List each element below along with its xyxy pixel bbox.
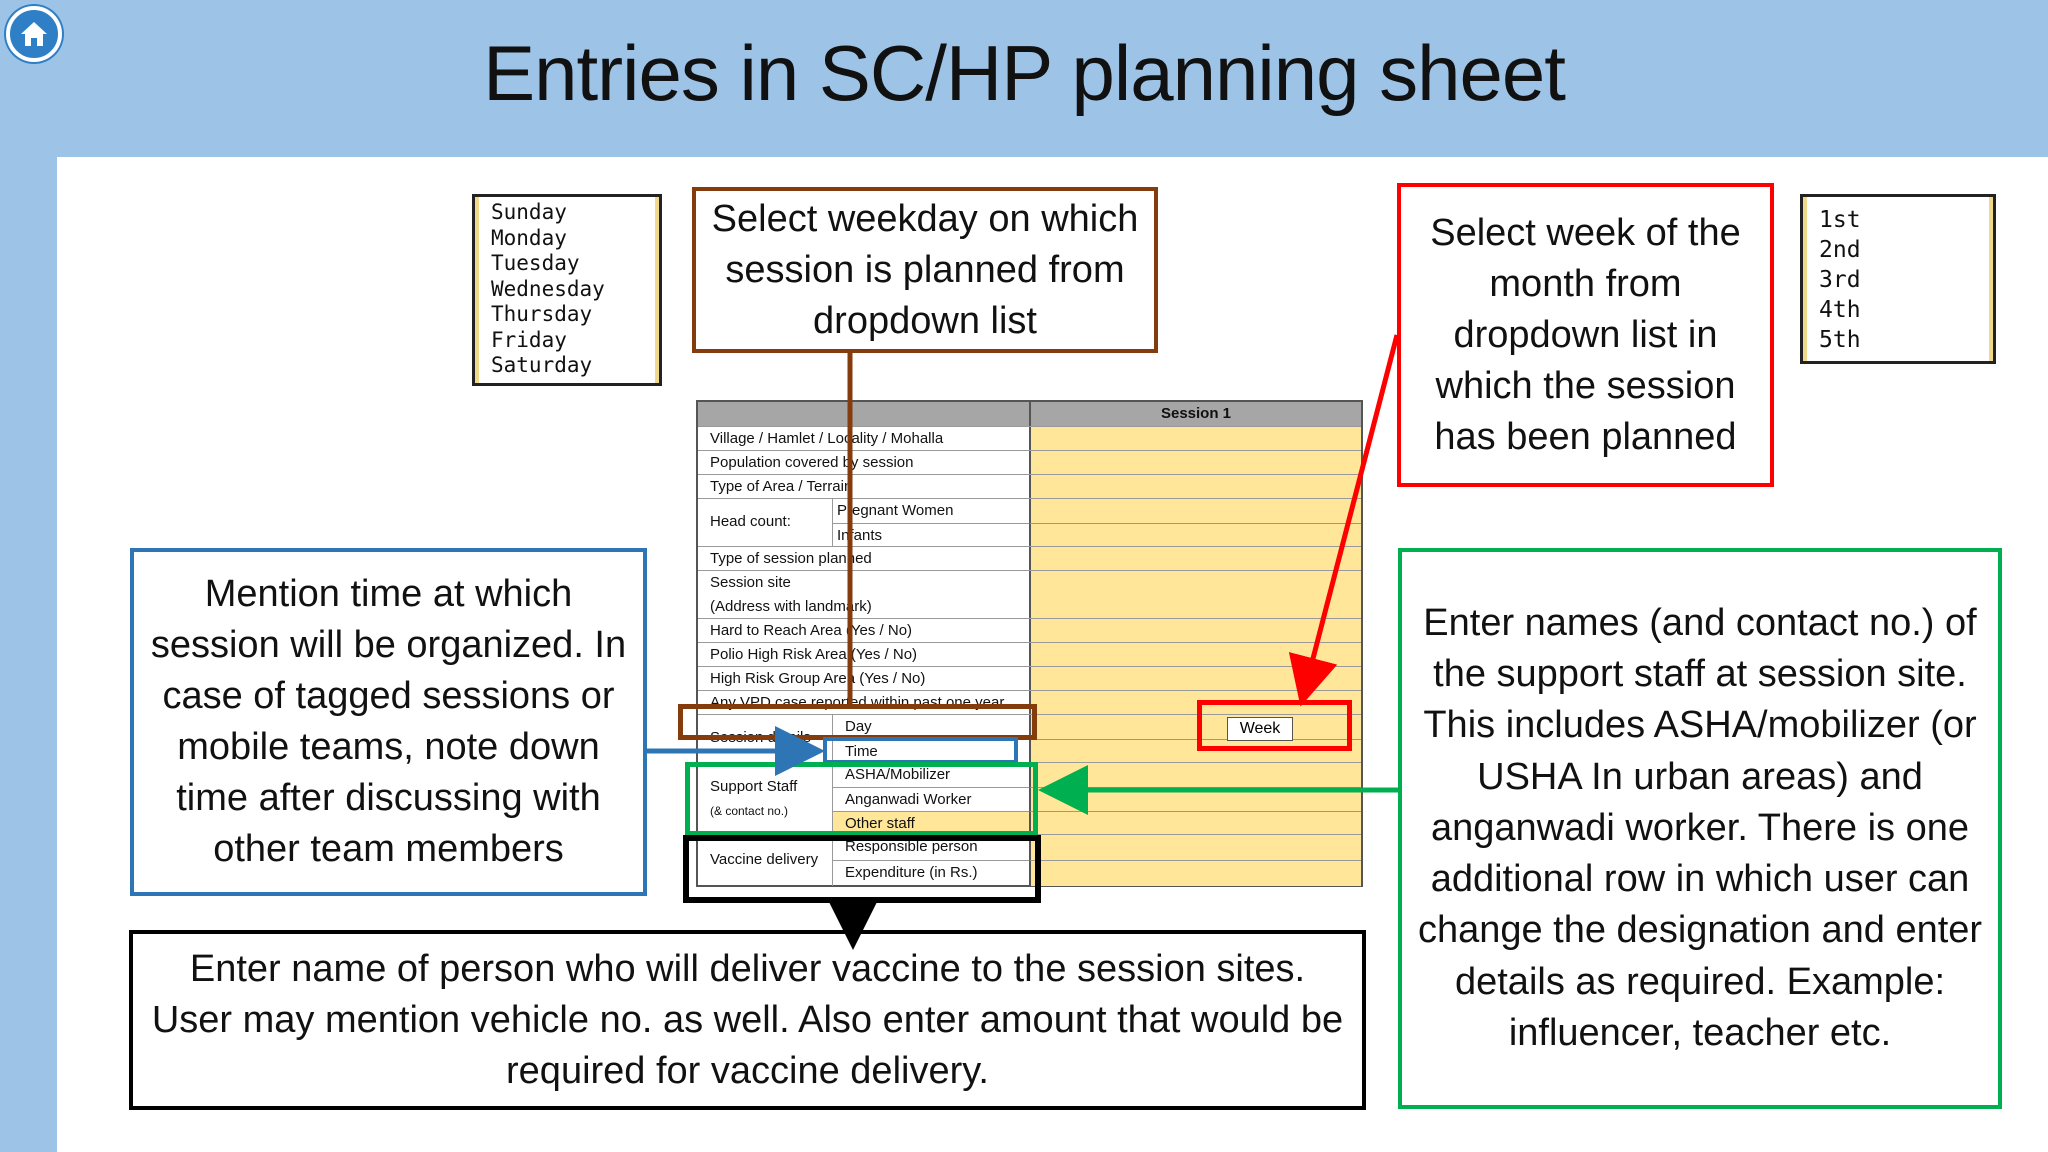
weekday-option[interactable]: Thursday — [491, 302, 593, 326]
week-option[interactable]: 5th — [1819, 327, 1861, 353]
table-row: Type of Area / Terrain — [698, 474, 1361, 498]
week-connector — [1303, 335, 1397, 697]
week-option[interactable]: 2nd — [1819, 237, 1861, 263]
week-option[interactable]: 1st — [1819, 207, 1861, 233]
session-header: Session 1 — [1029, 402, 1361, 426]
table-row: High Risk Group Area (Yes / No) — [698, 666, 1361, 690]
week-option[interactable]: 4th — [1819, 297, 1861, 323]
table-row: Support Staff (& contact no.) ASHA/Mobilizer Anganwadi Worker Other staff — [698, 762, 1361, 834]
week-callout: Select week of the month from dropdown list in which the session has been planned — [1397, 183, 1774, 487]
weekday-option[interactable]: Friday — [491, 327, 567, 352]
weekday-option[interactable]: Monday — [491, 225, 567, 250]
table-row: Vaccine delivery Responsible person Expenditure (in Rs.) — [698, 834, 1361, 885]
support-staff-callout: Enter names (and contact no.) of the support staff at session site. This includes ASHA/mobilizer (or USHA In urban areas) and anganwadi worker. There is one additional row in which user can change the designation and enter details as required. Example: influencer, teacher etc. — [1398, 548, 2002, 1109]
table-row: Head count: Pregnant Women Infants — [698, 498, 1361, 546]
table-row: Session site (Address with landmark) — [698, 570, 1361, 618]
weekday-option[interactable]: Tuesday — [491, 251, 580, 275]
weekday-callout: Select weekday on which session is planned from dropdown list — [692, 187, 1158, 353]
table-row: Village / Hamlet / Locality / Mohalla — [698, 426, 1361, 450]
slide-title: Entries in SC/HP planning sheet — [483, 29, 1565, 117]
week-option[interactable]: 3rd — [1819, 267, 1861, 293]
table-row: Session details Day Time — [698, 714, 1361, 762]
weekday-option[interactable]: Saturday — [491, 353, 593, 377]
table-row: Population covered by session — [698, 450, 1361, 474]
vaccine-delivery-callout: Enter name of person who will deliver vaccine to the session sites. User may mention vehicle no. as well. Also enter amount that would be required for vaccine delivery. — [129, 930, 1366, 1110]
weekday-option[interactable]: Wednesday — [491, 276, 605, 301]
table-row: Polio High Risk Area (Yes / No) — [698, 642, 1361, 666]
time-callout: Mention time at which session will be organized. In case of tagged sessions or mobile teams, note down time after discussing with other team members — [130, 548, 647, 896]
week-cell[interactable]: Week — [1227, 717, 1293, 741]
table-row: Hard to Reach Area (Yes / No) — [698, 618, 1361, 642]
weekday-option[interactable]: Sunday — [491, 200, 567, 224]
table-row: Type of session planned — [698, 546, 1361, 570]
table-row: Any VPD case reported within past one year — [698, 690, 1361, 714]
